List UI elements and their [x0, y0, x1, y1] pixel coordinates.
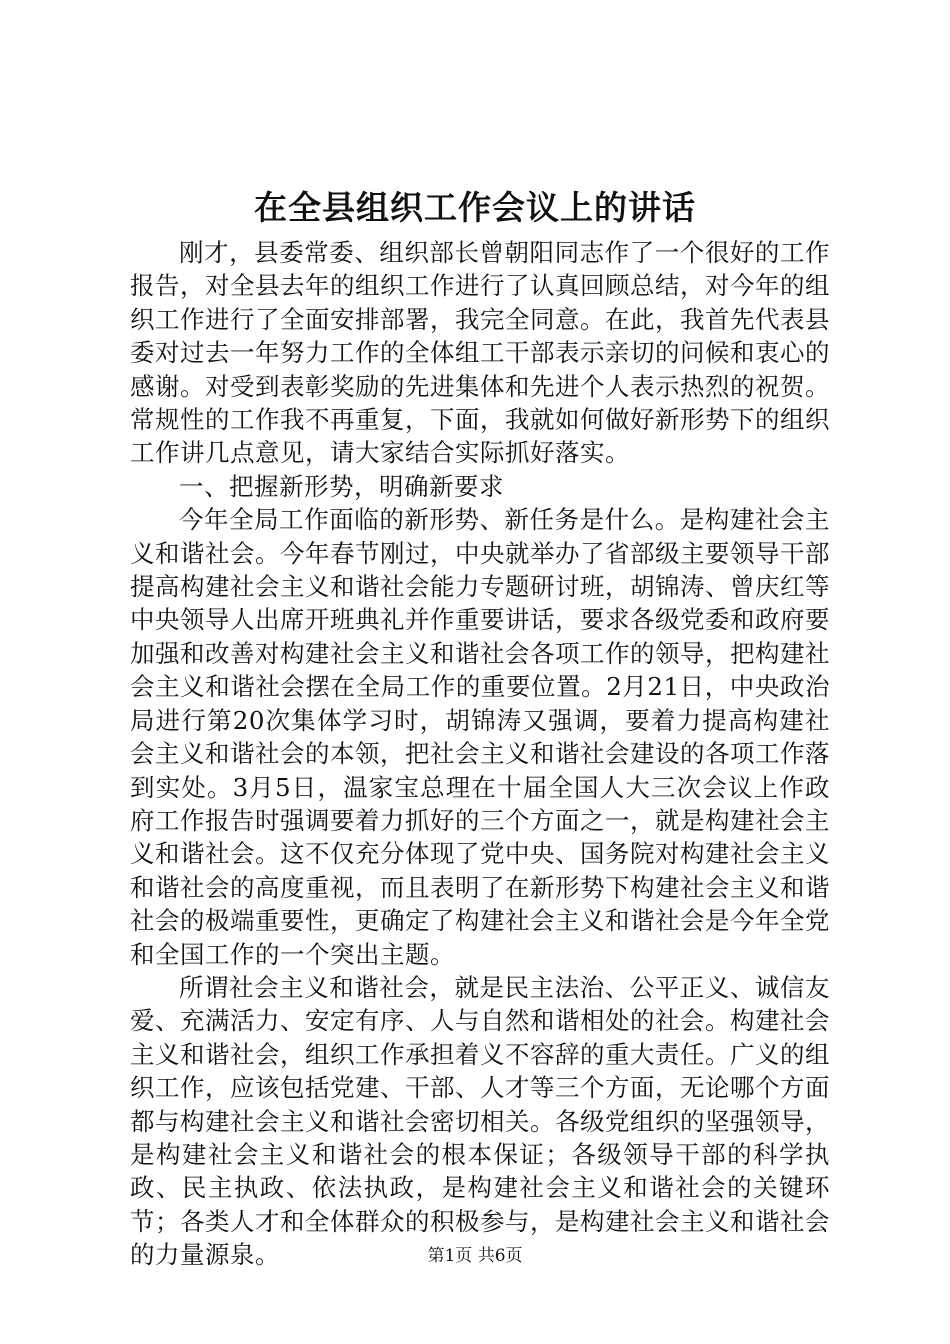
document-title: 在全县组织工作会议上的讲话	[254, 188, 696, 227]
section-heading-1: 一、把握新形势，明确新要求	[179, 471, 504, 501]
document-body	[130, 236, 830, 1272]
paragraph-new-situation: 今年全局工作面临的新形势、新任务是什么。是构建社会主义和谐社会。今年春节刚过，中央就举办了省部级主要领导干部提高构建社会主义和谐社会能力专题研讨班，胡锦涛、曾庆红等中央领导人出席开班典礼并作重要讲话，要求各级党委和政府要加强和改善对构建社会主义和谐社会各项工作的领导，把构建社会主义和谐社会摆在全局工作的重要位置。2月21日，中央政治局进行第20次集体学习时，胡锦涛又强调，要着力提高构建社会主义和谐社会的本领，把社会主义和谐社会建设的各项工作落到实处。3月5日，温家宝总理在十届全国人大三次会议上作政府工作报告时强调要着力抓好的三个方面之一，就是构建社会主义和谐社会。这不仅充分体现了党中央、国务院对构建社会主义和谐社会的高度重视，而且表明了在新形势下构建社会主义和谐社会的极端重要性，更确定了构建社会主义和谐社会是今年全党和全国工作的一个突出主题。	[130, 505, 830, 969]
paragraph-harmonious-society: 所谓社会主义和谐社会，就是民主法治、公平正义、诚信友爱、充满活力、安定有序、人与自然和谐相处的社会。构建社会主义和谐社会，组织工作承担着义不容辞的重大责任。广义的组织工作，应该包括党建、干部、人才等三个方面，无论哪个方面都与构建社会主义和谐社会密切相关。各级党组织的坚强领导，是构建社会主义和谐社会的根本保证；各级领导干部的科学执政、民主执政、依法执政，是构建社会主义和谐社会的关键环节；各类人才和全体群众的积极参与，是构建社会主义和谐社会的力量源泉。	[130, 972, 830, 1270]
paragraph-intro: 刚才，县委常委、组织部长曾朝阳同志作了一个很好的工作报告，对全县去年的组织工作进行了认真回顾总结，对今年的组织工作进行了全面安排部署，我完全同意。在此，我首先代表县委对过去一年努力工作的全体组工干部表示亲切的问候和衷心的感谢。对受到表彰奖励的先进集体和先进个人表示热烈的祝贺。常规性的工作我不再重复，下面，我就如何做好新形势下的组织工作讲几点意见，请大家结合实际抓好落实。	[130, 238, 830, 468]
page-number-footer: 第1页 共6页	[427, 1246, 523, 1266]
